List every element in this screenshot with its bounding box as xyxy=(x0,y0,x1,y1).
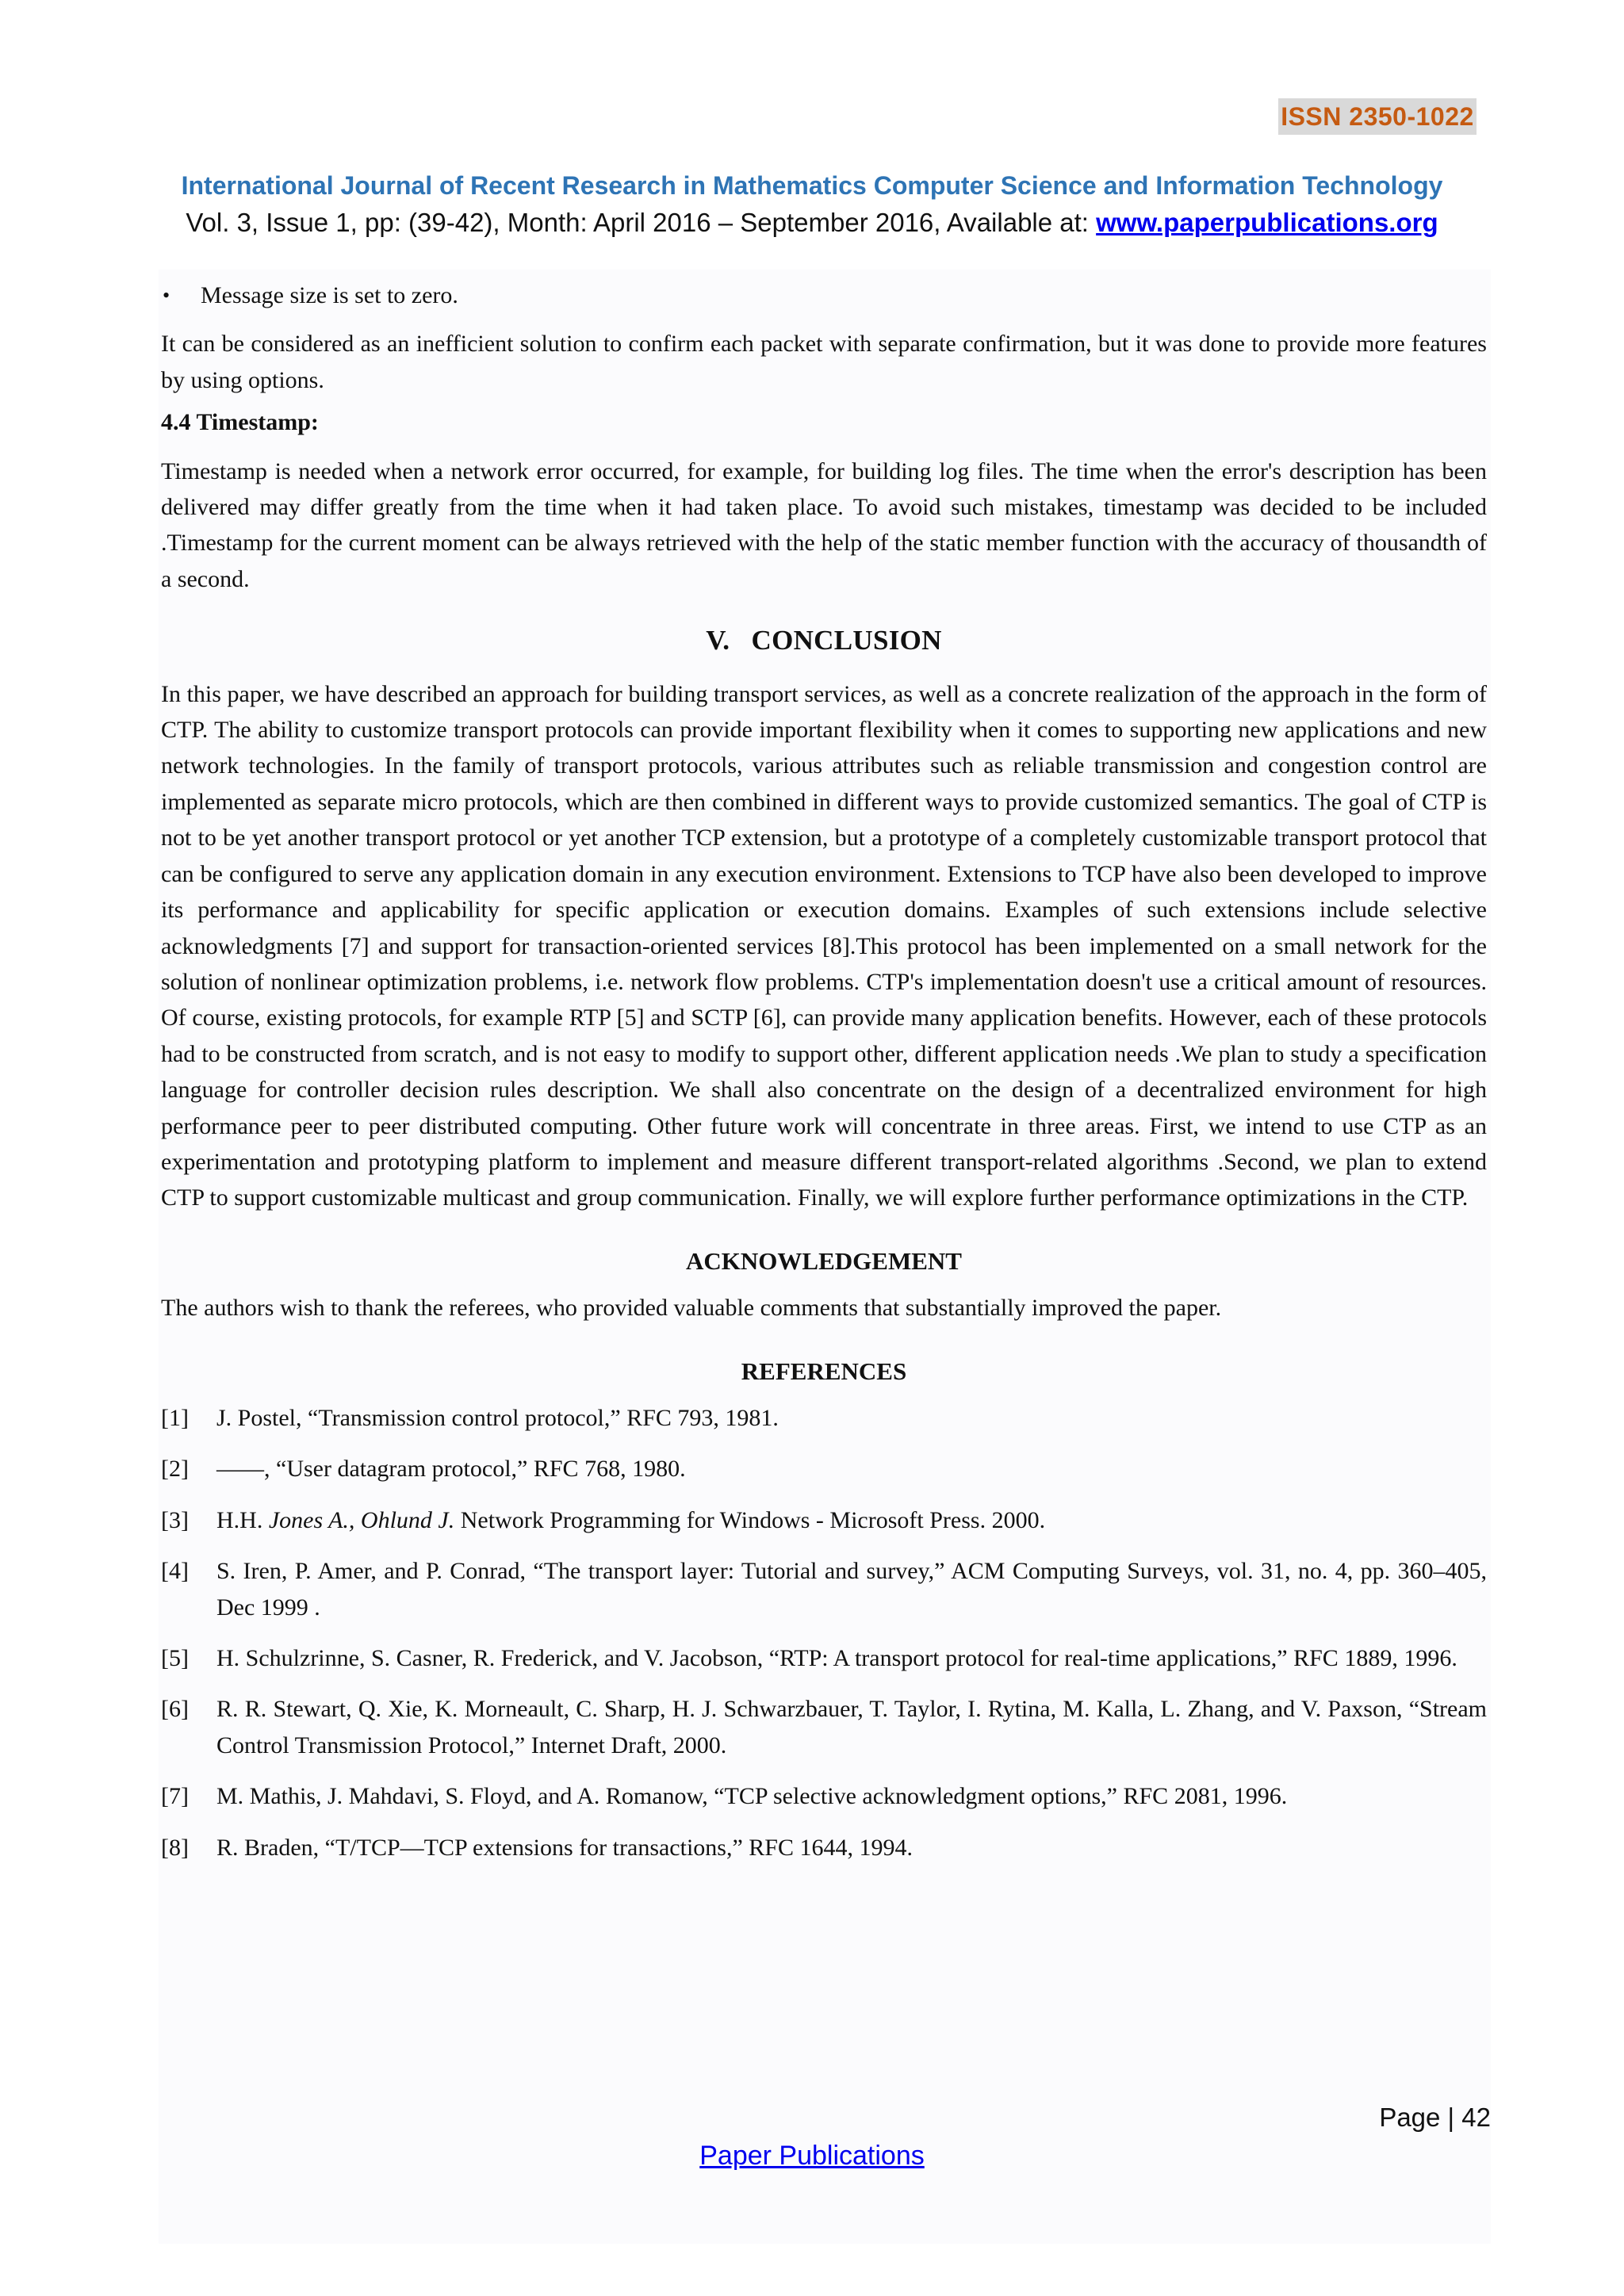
reference-text: R. R. Stewart, Q. Xie, K. Morneault, C. Sharp, H. J. Schwarzbauer, T. Taylor, I. Rytina, M. Kalla, L. Zhang, and V. Paxson, “Stream Control Transmission Protocol,” Internet Draft, 2000. xyxy=(216,1696,1487,1758)
journal-info-text: Vol. 3, Issue 1, pp: (39-42), Month: April 2016 – September 2016, Available at: xyxy=(186,208,1097,237)
subsection-heading-timestamp: 4.4 Timestamp: xyxy=(161,409,319,436)
reference-suffix: Network Programming for Windows - Microsoft Press. 2000. xyxy=(454,1506,1046,1533)
reference-item xyxy=(161,1778,1487,1814)
paragraph-options: It can be considered as an inefficient solution to confirm each packet with separate confirmation, but it was done to provide more features by using options. xyxy=(161,331,1487,393)
reference-text xyxy=(216,1502,1487,1538)
reference-item xyxy=(161,1640,1487,1676)
reference-text: R. Braden, “T/TCP—TCP extensions for transactions,” RFC 1644, 1994. xyxy=(216,1834,913,1861)
paragraph-conclusion: In this paper, we have described an approach for building transport services, as well as a concrete realization of the approach in the form of CTP. The ability to customize transport protocols can provide important flexibility when it comes to supporting new applications and new network technologies. In the family of transport protocols, various attributes such as reliable transmission and congestion control are implemented as separate micro protocols, which are then combined in different ways to provide customized semantics. The goal of CTP is not to be yet another transport protocol or yet another TCP extension, but a prototype of a completely customizable transport protocol that can be configured to serve any application domain in any execution environment. Extensions to TCP have also been developed to improve its performance and applicability for specific application or execution domains. Examples of such extensions include selective acknowledgments [7] and support for transaction-oriented services [8].This protocol has been implemented on a small network for the solution of nonlinear optimization problems, i.e. network flow problems. CTP's implementation doesn't use a critical amount of resources. Of course, existing protocols, for example RTP [5] and SCTP [6], can provide many application benefits. However, each of these protocols had to be constructed from scratch, and is not easy to modify to support other, different application needs .We plan to study a specification language for controller decision rules description. We shall also concentrate on the design of a decentralized environment for high performance peer to peer distributed computing. Other future work will concentrate in three areas. First, we intend to use CTP as an experimentation and prototyping platform to implement and measure different transport-related algorithms .Second, we plan to extend CTP to support customizable multicast and group communication. Finally, we will explore further performance optimizations in the CTP. xyxy=(161,680,1487,1211)
reference-item xyxy=(161,1451,1487,1487)
reference-text: M. Mathis, J. Mahdavi, S. Floyd, and A. Romanow, “TCP selective acknowledgment options,” RFC 2081, 1996. xyxy=(216,1783,1288,1810)
reference-number: [2] xyxy=(161,1456,189,1483)
reference-number: [5] xyxy=(161,1645,189,1671)
journal-info xyxy=(95,208,1529,238)
reference-text: S. Iren, P. Amer, and P. Conrad, “The transport layer: Tutorial and survey,” ACM Computing Surveys, vol. 31, no. 4, pp. 360–405, Dec 1999 . xyxy=(216,1558,1487,1621)
acknowledgement-text: The authors wish to thank the referees, who provided valuable comments that substantially improved the paper. xyxy=(161,1295,1222,1322)
paragraph-timestamp: Timestamp is needed when a network error occurred, for example, for building log files. The time when the error's description has been delivered may differ greatly from the time when it had taken place. To avoid such mistakes, timestamp was decided to be included .Timestamp for the current moment can be always retrieved with the help of the static member function with the accuracy of thousandth of a second. xyxy=(161,457,1487,592)
reference-text: ——, “User datagram protocol,” RFC 768, 1980. xyxy=(216,1456,686,1483)
reference-number: [3] xyxy=(161,1506,189,1533)
bullet-icon: • xyxy=(163,284,170,307)
page-number: Page | 42 xyxy=(1379,2103,1491,2132)
reference-number: [1] xyxy=(161,1404,189,1431)
article-body xyxy=(161,277,1487,1881)
reference-number: [4] xyxy=(161,1558,189,1585)
reference-authors-italic: Jones A., Ohlund J. xyxy=(268,1506,455,1533)
acknowledgement-heading: ACKNOWLEDGEMENT xyxy=(686,1246,962,1275)
bullet-item xyxy=(161,277,1487,313)
issn-badge: ISSN 2350-1022 xyxy=(1278,98,1477,135)
reference-item xyxy=(161,1553,1487,1625)
journal-website-link[interactable]: www.paperpublications.org xyxy=(1096,208,1438,237)
reference-text: H. Schulzrinne, S. Casner, R. Frederick, and V. Jacobson, “RTP: A transport protocol for real-time applications,” RFC 1889, 1996. xyxy=(216,1645,1457,1671)
reference-item xyxy=(161,1691,1487,1763)
bullet-text: Message size is set to zero. xyxy=(201,282,458,308)
reference-text: J. Postel, “Transmission control protocol,” RFC 793, 1981. xyxy=(216,1404,779,1431)
reference-item xyxy=(161,1830,1487,1866)
reference-item xyxy=(161,1400,1487,1436)
journal-title: International Journal of Recent Research in Mathematics Computer Science and Information Technology xyxy=(181,171,1443,200)
reference-list xyxy=(161,1400,1487,1866)
reference-number: [8] xyxy=(161,1834,189,1861)
section-heading-conclusion: V. CONCLUSION xyxy=(706,625,942,656)
reference-number: [7] xyxy=(161,1783,189,1810)
reference-item xyxy=(161,1502,1487,1538)
reference-number: [6] xyxy=(161,1696,189,1723)
reference-prefix: H.H. xyxy=(216,1506,269,1533)
publisher-footer-link[interactable]: Paper Publications xyxy=(699,2141,925,2171)
references-heading: REFERENCES xyxy=(741,1357,907,1385)
